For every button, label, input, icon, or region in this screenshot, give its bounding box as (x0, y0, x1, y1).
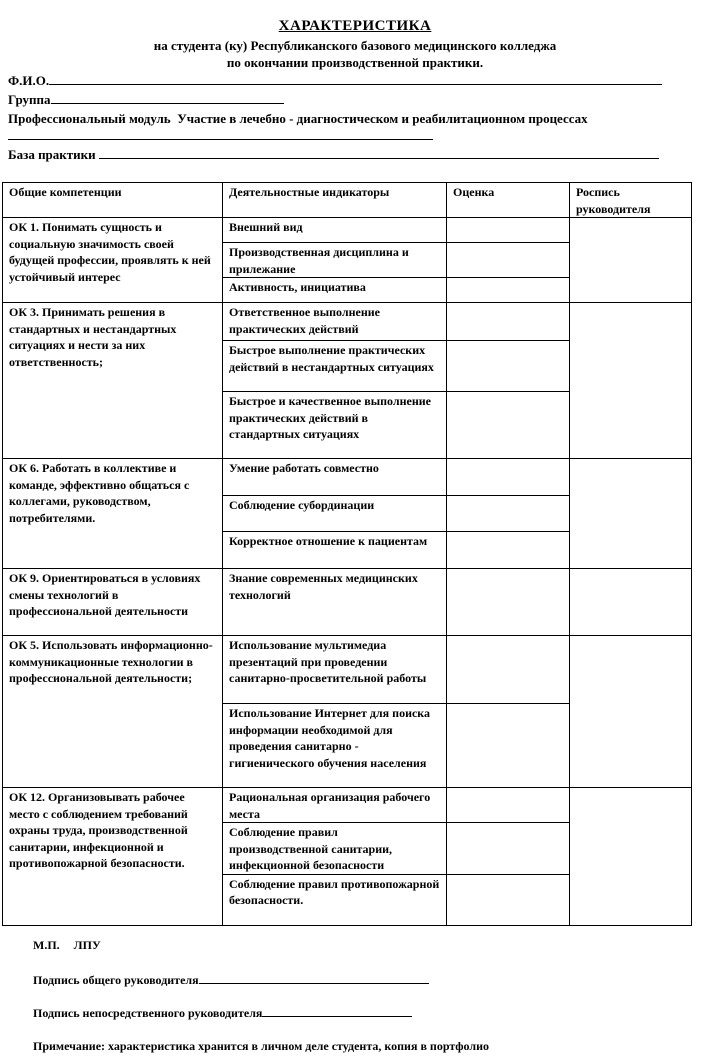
module-value: Участие в лечебно - диагностическом и реабилитационном процессах (177, 111, 588, 126)
indicator-cell: Соблюдение правил противопожарной безопасности. (223, 874, 447, 925)
general-supervisor-signature (33, 972, 429, 988)
direct-supervisor-blank-line[interactable] (262, 1005, 412, 1017)
document-subtitle-1: на студента (ку) Республиканского базового медицинского колледжа (153, 38, 557, 53)
footer-note: Примечание: характеристика хранится в личном деле студента, копия в портфолио (33, 1039, 490, 1053)
indicator-cell: Знание современных медицинских технологий (223, 569, 447, 636)
header-grade: Оценка (447, 183, 570, 218)
group-field (8, 91, 284, 108)
signature-cell[interactable] (570, 636, 692, 788)
grade-cell[interactable] (447, 788, 570, 823)
practice-base-field (8, 146, 659, 163)
grade-cell[interactable] (447, 303, 570, 341)
module-label: Профессиональный модуль (8, 111, 171, 126)
header-competences: Общие компетенции (3, 183, 223, 218)
competence-cell: ОК 9. Ориентироваться в условиях смены технологий в профессиональной деятельности (3, 569, 223, 636)
table-row (3, 218, 692, 243)
header-indicators: Деятельностные индикаторы (223, 183, 447, 218)
competence-cell: ОК 6. Работать в коллективе и команде, эффективно общаться с коллегами, руководством, потребителями. (3, 459, 223, 569)
grade-cell[interactable] (447, 636, 570, 704)
grade-cell[interactable] (447, 496, 570, 532)
table-row (3, 636, 692, 704)
indicator-cell: Умение работать совместно (223, 459, 447, 496)
table-row (3, 303, 692, 341)
signature-cell[interactable] (570, 218, 692, 303)
stamp-label: М.П. (33, 938, 60, 952)
competence-cell: ОК 5. Использовать информационно-коммуникационные технологии в профессиональной деятельности; (3, 636, 223, 788)
indicator-cell: Быстрое выполнение практических действий в нестандартных ситуациях (223, 341, 447, 392)
fio-label: Ф.И.О. (8, 73, 50, 88)
grade-cell[interactable] (447, 218, 570, 243)
fio-blank-line[interactable] (49, 72, 662, 85)
practice-base-blank-line[interactable] (99, 146, 659, 159)
competence-cell: ОК 12. Организовывать рабочее место с соблюдением требований охраны труда, производственной санитарии, инфекционной и противопожарной безопасности. (3, 788, 223, 926)
indicator-cell: Рациональная организация рабочего места (223, 788, 447, 823)
stamp-place (33, 938, 101, 953)
grade-cell[interactable] (447, 341, 570, 392)
table-row (3, 788, 692, 823)
signature-cell[interactable] (570, 569, 692, 636)
indicator-cell: Соблюдение правил производственной санитарии, инфекционной безопасности (223, 823, 447, 875)
indicator-cell: Производственная дисциплина и прилежание (223, 243, 447, 278)
group-label: Группа (8, 92, 51, 107)
indicator-cell: Внешний вид (223, 218, 447, 243)
indicator-cell: Быстрое и качественное выполнение практических действий в стандартных ситуациях (223, 392, 447, 459)
indicator-cell: Корректное отношение к пациентам (223, 532, 447, 569)
table-header-row (3, 183, 692, 218)
indicator-cell: Использование мультимедиа презентаций при проведении санитарно-просветительной работы (223, 636, 447, 704)
document-subtitle-2: по окончании производственной практики. (226, 55, 484, 70)
competence-cell: ОК 1. Понимать сущность и социальную значимость своей будущей профессии, проявлять к ней устойчивый интерес (3, 218, 223, 303)
direct-supervisor-label: Подпись непосредственного руководителя (33, 1006, 263, 1020)
signature-cell[interactable] (570, 303, 692, 459)
grade-cell[interactable] (447, 278, 570, 303)
table-row (3, 459, 692, 496)
direct-supervisor-signature (33, 1005, 412, 1021)
indicator-cell: Использование Интернет для поиска информации необходимой для проведения санитарно - гигиенического обучения населения (223, 704, 447, 788)
indicator-cell: Активность, инициатива (223, 278, 447, 303)
grade-cell[interactable] (447, 569, 570, 636)
general-supervisor-blank-line[interactable] (199, 972, 429, 984)
competence-table (2, 182, 692, 926)
practice-base-label: База практики (8, 147, 96, 162)
indicator-cell: Соблюдение субординации (223, 496, 447, 532)
grade-cell[interactable] (447, 243, 570, 278)
document-title: ХАРАКТЕРИСТИКА (278, 18, 432, 34)
signature-cell[interactable] (570, 788, 692, 926)
grade-cell[interactable] (447, 532, 570, 569)
competence-cell: ОК 3. Принимать решения в стандартных и нестандартных ситуациях и нести за них ответственность; (3, 303, 223, 459)
indicator-cell: Ответственное выполнение практических действий (223, 303, 447, 341)
module-field (8, 110, 688, 144)
lpu-label: ЛПУ (73, 938, 101, 952)
grade-cell[interactable] (447, 874, 570, 925)
signature-cell[interactable] (570, 459, 692, 569)
grade-cell[interactable] (447, 823, 570, 875)
general-supervisor-label: Подпись общего руководителя (33, 973, 199, 987)
fio-field (8, 72, 662, 89)
grade-cell[interactable] (447, 704, 570, 788)
module-blank-line[interactable] (8, 127, 433, 140)
table-row (3, 569, 692, 636)
grade-cell[interactable] (447, 459, 570, 496)
header-supervisor-signature: Роспись руководителя (570, 183, 692, 218)
grade-cell[interactable] (447, 392, 570, 459)
group-blank-line[interactable] (51, 91, 284, 104)
